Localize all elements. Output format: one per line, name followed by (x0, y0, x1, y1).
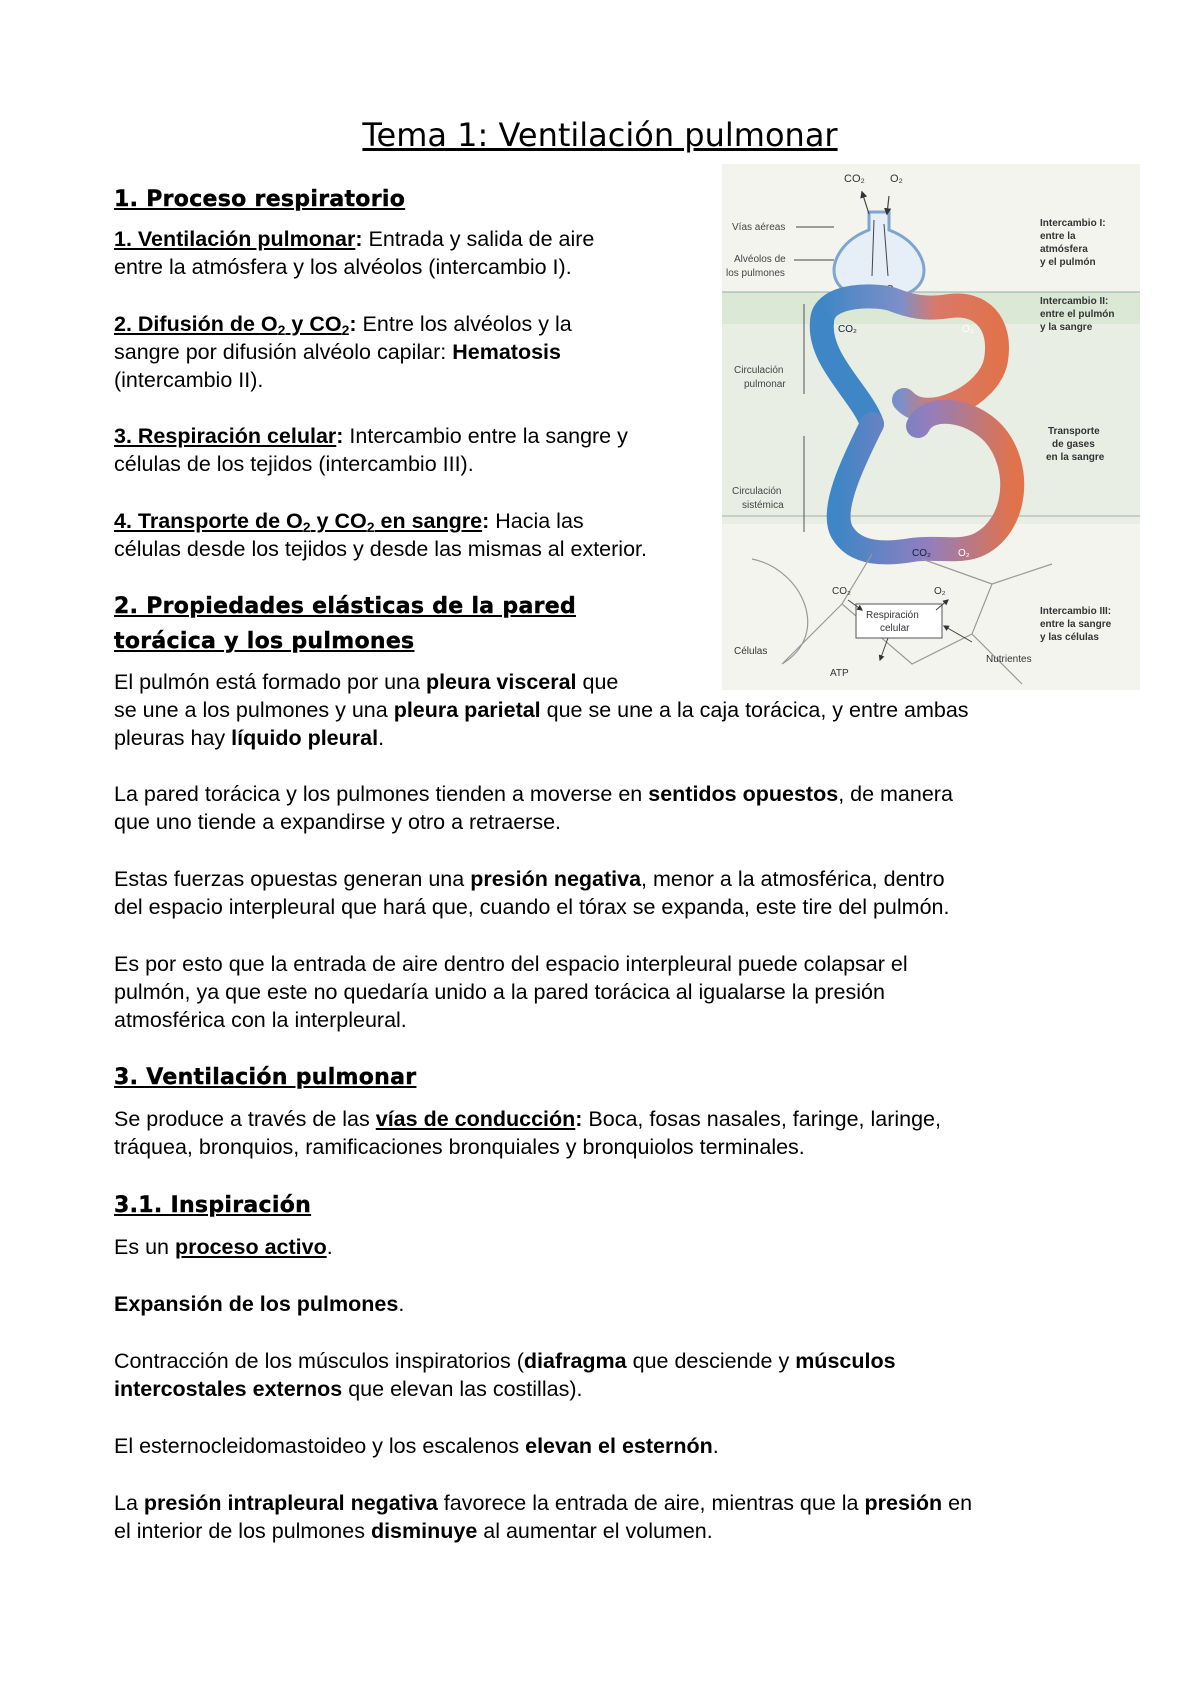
item-4-line-1 (114, 507, 584, 535)
s31-p3-line-2 (114, 1375, 582, 1403)
term: pleura visceral (425, 670, 577, 694)
exchange-i-label-3: atmósfera (1040, 244, 1088, 255)
text: Boca, fosas nasales, faringe, laringe, (582, 1107, 941, 1131)
alveoli-label-2: los pulmones (726, 268, 785, 279)
s31-p3-line-1 (114, 1347, 896, 1375)
cell-resp-label-1: Respiración (866, 610, 919, 621)
term: vías de conducción (375, 1107, 576, 1131)
label-part: 2. Difusión de O (114, 312, 278, 336)
colon: : (482, 509, 490, 533)
exchange-iii-label-3: y las células (1040, 632, 1099, 643)
item-2-line-1 (114, 310, 572, 338)
text: que desciende y (626, 1349, 796, 1373)
text: Se produce a través de las (114, 1107, 376, 1131)
text: favorece la entrada de aire, mientras que la (437, 1491, 865, 1515)
item-2-line-2 (114, 338, 561, 366)
text: pleuras hay (114, 726, 232, 750)
respiratory-process-figure (722, 164, 1140, 690)
text: . (398, 1292, 405, 1316)
airways-label: Vías aéreas (732, 222, 786, 233)
subscript: 2 (366, 519, 375, 535)
section-2-heading-line-2: torácica y los pulmones (114, 629, 415, 654)
text: Es un (114, 1235, 175, 1259)
exchange-i-label-2: entre la (1040, 231, 1076, 242)
term: líquido pleural (231, 726, 379, 750)
colon: : (349, 312, 357, 336)
exchange-ii-label-1: Intercambio II: (1040, 296, 1109, 307)
item-2-label (114, 312, 349, 336)
text: se une a los pulmones y una (114, 698, 394, 722)
item-1-line-1 (114, 225, 594, 253)
term: elevan el esternón (525, 1434, 713, 1458)
term: Expansión de los pulmones (114, 1292, 399, 1316)
text: El esternocleidomastoideo y los escalenos (114, 1434, 526, 1458)
term: pleura parietal (393, 698, 541, 722)
s31-p5-line-2 (114, 1517, 713, 1545)
exchange-ii-label-3: y la sangre (1040, 322, 1093, 333)
s2-p4-line-1: Es por esto que la entrada de aire dentro del espacio interpleural puede colapsar el (114, 952, 908, 976)
text: que (576, 670, 619, 694)
text: La (114, 1491, 144, 1515)
text: Estas fuerzas opuestas generan una (114, 867, 471, 891)
term: músculos (795, 1349, 896, 1373)
term: presión negativa (470, 867, 642, 891)
item-3-line-1 (114, 422, 628, 450)
text: que se une a la caja torácica, y entre ambas (540, 698, 969, 722)
s2-p1-line-2 (114, 696, 969, 724)
s3-p1-line-2: tráquea, bronquios, ramificaciones bronquiales y bronquiolos terminales. (114, 1135, 805, 1159)
alveolus-o2-label: O₂ (886, 284, 898, 295)
s2-p3-line-2: del espacio interpleural que hará que, cuando el tórax se expanda, este tire del pulmón. (114, 895, 950, 919)
transport-label-1: Transporte (1048, 426, 1100, 437)
text: que elevan las costillas). (342, 1377, 583, 1401)
section-2-heading-line-1: 2. Propiedades elásticas de la pared (114, 594, 577, 619)
text: al aumentar el volumen. (477, 1519, 713, 1543)
item-4-label (114, 509, 482, 533)
label-part: y CO (285, 312, 342, 336)
systemic-co2-label: CO₂ (912, 548, 931, 559)
page-title: Tema 1: Ventilación pulmonar (362, 116, 838, 154)
text: . (378, 726, 385, 750)
term: proceso activo (174, 1235, 327, 1259)
hematosis-term: Hematosis (452, 340, 561, 364)
term: sentidos opuestos (648, 782, 839, 806)
item-2-line-3: (intercambio II). (114, 368, 264, 392)
item-3-label: 3. Respiración celular (114, 424, 337, 448)
label-part: en sangre (374, 509, 483, 533)
co2-top-label: CO₂ (844, 173, 865, 185)
text: en (942, 1491, 973, 1515)
section-1-heading: 1. Proceso respiratorio (114, 187, 406, 212)
item-3-text: Intercambio entre la sangre y (343, 424, 628, 448)
systemic-circ-label-1: Circulación (732, 486, 782, 497)
item-1-text: Entrada y salida de aire (362, 227, 595, 251)
term: intercostales externos (114, 1377, 343, 1401)
pulmonary-circ-label-1: Circulación (734, 365, 784, 376)
transport-label-2: de gases (1052, 439, 1095, 450)
exchange-i-label-4: y el pulmón (1040, 257, 1096, 268)
s2-p4-line-2: pulmón, ya que este no quedaría unido a la pared torácica al igualarse la presión (114, 980, 885, 1004)
lung-o2-label: O₂ (962, 324, 974, 335)
exchange-i-label-1: Intercambio I: (1040, 218, 1106, 229)
text: . (712, 1434, 719, 1458)
lung-co2-label: CO₂ (838, 324, 857, 335)
text: sangre por difusión alvéolo capilar: (114, 340, 453, 364)
exchange-iii-label-2: entre la sangre (1040, 619, 1112, 630)
text: , menor a la atmosférica, dentro (641, 867, 945, 891)
s2-p1-line-3 (114, 724, 384, 752)
systemic-o2-label: O₂ (958, 548, 970, 559)
s31-p2 (114, 1290, 404, 1318)
text: , de manera (838, 782, 953, 806)
o2-top-label: O₂ (890, 173, 903, 185)
text: La pared torácica y los pulmones tienden a moverse en (114, 782, 649, 806)
label-part: 4. Transporte de O (114, 509, 303, 533)
systemic-circ-label-2: sistémica (742, 500, 784, 511)
s2-p3-line-1 (114, 865, 945, 893)
subscript: 2 (277, 322, 286, 338)
term: diafragma (523, 1349, 627, 1373)
item-1-line-2: entre la atmósfera y los alvéolos (intercambio I). (114, 255, 572, 279)
s31-p1 (114, 1233, 333, 1261)
term: presión intrapleural negativa (143, 1491, 438, 1515)
item-4-line-2: células desde los tejidos y desde las mismas al exterior. (114, 537, 647, 561)
text: Contracción de los músculos inspiratorios ( (114, 1349, 524, 1373)
s2-p2-line-2: que uno tiende a expandirse y otro a retraerse. (114, 810, 562, 834)
alveoli-label-1: Alvéolos de (734, 254, 786, 265)
label-part: y CO (310, 509, 367, 533)
text: El pulmón está formado por una (114, 670, 426, 694)
s2-p2-line-1 (114, 780, 953, 808)
colon: : (575, 1107, 583, 1131)
item-1-label: 1. Ventilación pulmonar (114, 227, 356, 251)
s2-p4-line-3: atmosférica con la interpleural. (114, 1008, 407, 1032)
cell-resp-label-2: celular (880, 623, 910, 634)
cell-o2-label: O₂ (934, 586, 946, 597)
s2-p1-line-1 (114, 668, 618, 696)
text: el interior de los pulmones (114, 1519, 371, 1543)
exchange-iii-label-1: Intercambio III: (1040, 606, 1112, 617)
alveolus-co2-label: CO₂ (864, 284, 883, 295)
item-2-text: Entre los alvéolos y la (356, 312, 572, 336)
colon: : (336, 424, 344, 448)
pulmonary-circ-label-2: pulmonar (744, 379, 786, 390)
section-3-heading: 3. Ventilación pulmonar (114, 1065, 417, 1090)
nutrients-label: Nutrientes (986, 654, 1032, 665)
section-3-1-heading: 3.1. Inspiración (114, 1193, 312, 1218)
colon: : (355, 227, 363, 251)
cells-label: Células (734, 646, 768, 657)
atp-label: ATP (830, 668, 849, 679)
subscript: 2 (341, 322, 350, 338)
transport-label-3: en la sangre (1046, 452, 1105, 463)
subscript: 2 (302, 519, 311, 535)
s31-p4 (114, 1432, 719, 1460)
text: . (326, 1235, 333, 1259)
s3-p1-line-1 (114, 1105, 941, 1133)
cell-co2-label: CO₂ (832, 586, 851, 597)
item-3-line-2: células de los tejidos (intercambio III). (114, 452, 474, 476)
s31-p5-line-1 (114, 1489, 972, 1517)
item-4-text: Hacia las (489, 509, 584, 533)
exchange-ii-label-2: entre el pulmón (1040, 309, 1115, 320)
term: disminuye (370, 1519, 478, 1543)
term: presión (864, 1491, 943, 1515)
